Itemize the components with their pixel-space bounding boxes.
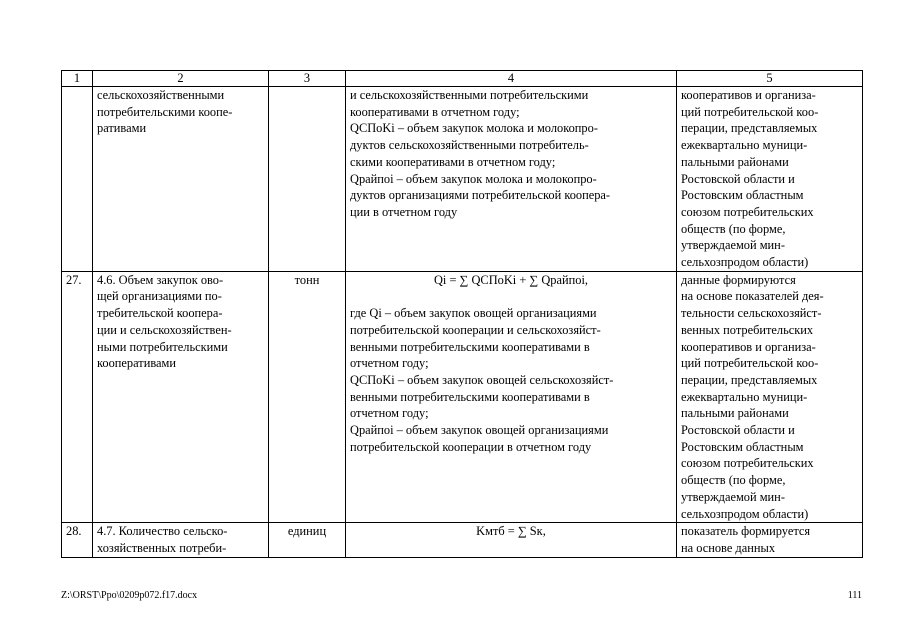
text-line: показатель формируется bbox=[681, 524, 811, 539]
text-line: ными потребительскими bbox=[97, 339, 228, 354]
header-cell-4: 4 bbox=[346, 71, 677, 87]
row-number: 28. bbox=[62, 523, 93, 557]
text-line: венных потребительских bbox=[681, 322, 814, 337]
text-line: кооперативов и организа- bbox=[681, 88, 816, 102]
unit-cell: тонн bbox=[269, 271, 346, 523]
document-table bbox=[61, 70, 863, 558]
text-line: данные формируются bbox=[681, 272, 796, 287]
blank-line bbox=[350, 288, 672, 305]
text-line: на основе показателей дея- bbox=[681, 289, 824, 304]
table-row bbox=[62, 271, 863, 523]
text-line: тельности сельскохозяйст- bbox=[681, 306, 822, 321]
page-number: 111 bbox=[847, 590, 862, 601]
header-cell-2: 2 bbox=[93, 71, 269, 87]
text-line: и сельскохозяйственными потребительскими bbox=[350, 88, 589, 102]
text-line: ежеквартально муници- bbox=[681, 389, 808, 404]
text-line: обществ (по форме, bbox=[681, 473, 786, 488]
unit-cell bbox=[269, 87, 346, 272]
formula-cell bbox=[346, 271, 677, 523]
text-line: Ростовским областным bbox=[681, 439, 804, 454]
text-line: кооперативами bbox=[97, 356, 176, 371]
text-line: сельхозпродом области) bbox=[681, 255, 809, 270]
text-line: пальными районами bbox=[681, 154, 789, 169]
text-line: потребительской кооперации и сельскохозяйст- bbox=[350, 322, 601, 337]
table-row bbox=[62, 87, 863, 272]
text-line: обществ (по форме, bbox=[681, 221, 786, 236]
text-line: перации, представляемых bbox=[681, 372, 818, 387]
text-line: ративами bbox=[97, 121, 147, 136]
text-line: щей организациями по- bbox=[97, 289, 222, 304]
text-line: дуктов организациями потребительской коопера- bbox=[350, 188, 611, 203]
unit-cell: единиц bbox=[269, 523, 346, 557]
text-line: ций потребительской коо- bbox=[681, 356, 819, 371]
text-line: потребительскими коопе- bbox=[97, 104, 233, 119]
source-cell bbox=[677, 523, 863, 557]
text-line: перации, представляемых bbox=[681, 121, 818, 136]
text-line: кооперативами в отчетном году; bbox=[350, 104, 520, 119]
text-line: где Qi – объем закупок овощей организациями bbox=[350, 306, 597, 321]
text-line: Ростовской области и bbox=[681, 171, 795, 186]
text-line: отчетном году; bbox=[350, 356, 429, 371]
text-line: утверждаемой мин- bbox=[681, 489, 785, 504]
text-line: венными потребительскими кооперативами в bbox=[350, 339, 590, 354]
table-header-row bbox=[62, 71, 863, 87]
text-line: венными потребительскими кооперативами в bbox=[350, 389, 590, 404]
text-line: дуктов сельскохозяйственными потребитель- bbox=[350, 138, 589, 153]
text-line: кооперативов и организа- bbox=[681, 339, 816, 354]
row-number bbox=[62, 87, 93, 272]
indicator-name bbox=[93, 87, 269, 272]
row-number: 27. bbox=[62, 271, 93, 523]
file-path: Z:\ORST\Ppo\0209p072.f17.docx bbox=[61, 590, 198, 601]
text-line: на основе данных bbox=[681, 540, 776, 555]
text-line: пальными районами bbox=[681, 406, 789, 421]
text-line: хозяйственных потреби- bbox=[97, 540, 227, 555]
indicator-name bbox=[93, 271, 269, 523]
formula: Kмтб = ∑ Sк, bbox=[476, 524, 546, 539]
text-line: сельхозпродом области) bbox=[681, 506, 809, 521]
header-cell-5: 5 bbox=[677, 71, 863, 87]
formula-cell bbox=[346, 87, 677, 272]
header-cell-3: 3 bbox=[269, 71, 346, 87]
text-line: требительской коопера- bbox=[97, 306, 223, 321]
text-line: Qрайпоi – объем закупок овощей организациями bbox=[350, 423, 609, 438]
text-line: отчетном году; bbox=[350, 406, 429, 421]
table-row bbox=[62, 523, 863, 557]
text-line: утверждаемой мин- bbox=[681, 238, 785, 253]
text-line: союзом потребительских bbox=[681, 456, 814, 471]
text-line: QСПоKi – объем закупок овощей сельскохозяйст- bbox=[350, 372, 614, 387]
text-line: ций потребительской коо- bbox=[681, 104, 819, 119]
text-line: 4.6. Объем закупок ово- bbox=[97, 272, 224, 287]
text-line: союзом потребительских bbox=[681, 204, 814, 219]
text-line: ции и сельскохозяйствен- bbox=[97, 322, 232, 337]
text-line: 4.7. Количество сельско- bbox=[97, 524, 228, 539]
indicator-name bbox=[93, 523, 269, 557]
text-line: Ростовским областным bbox=[681, 188, 804, 203]
header-cell-1: 1 bbox=[62, 71, 93, 87]
text-line: QСПоKi – объем закупок молока и молокопро- bbox=[350, 121, 598, 136]
source-cell bbox=[677, 271, 863, 523]
text-line: Ростовской области и bbox=[681, 423, 795, 438]
text-line: сельскохозяйственными bbox=[97, 88, 225, 102]
text-line: ции в отчетном году bbox=[350, 204, 458, 219]
formula-cell bbox=[346, 523, 677, 557]
source-cell bbox=[677, 87, 863, 272]
text-line: ежеквартально муници- bbox=[681, 138, 808, 153]
formula: Qi = ∑ QСПоKi + ∑ Qрайпоi, bbox=[433, 272, 588, 287]
text-line: потребительской кооперации в отчетном году bbox=[350, 439, 592, 454]
text-line: Qрайпоi – объем закупок молока и молокопро- bbox=[350, 171, 597, 186]
text-line: скими кооперативами в отчетном году; bbox=[350, 154, 556, 169]
